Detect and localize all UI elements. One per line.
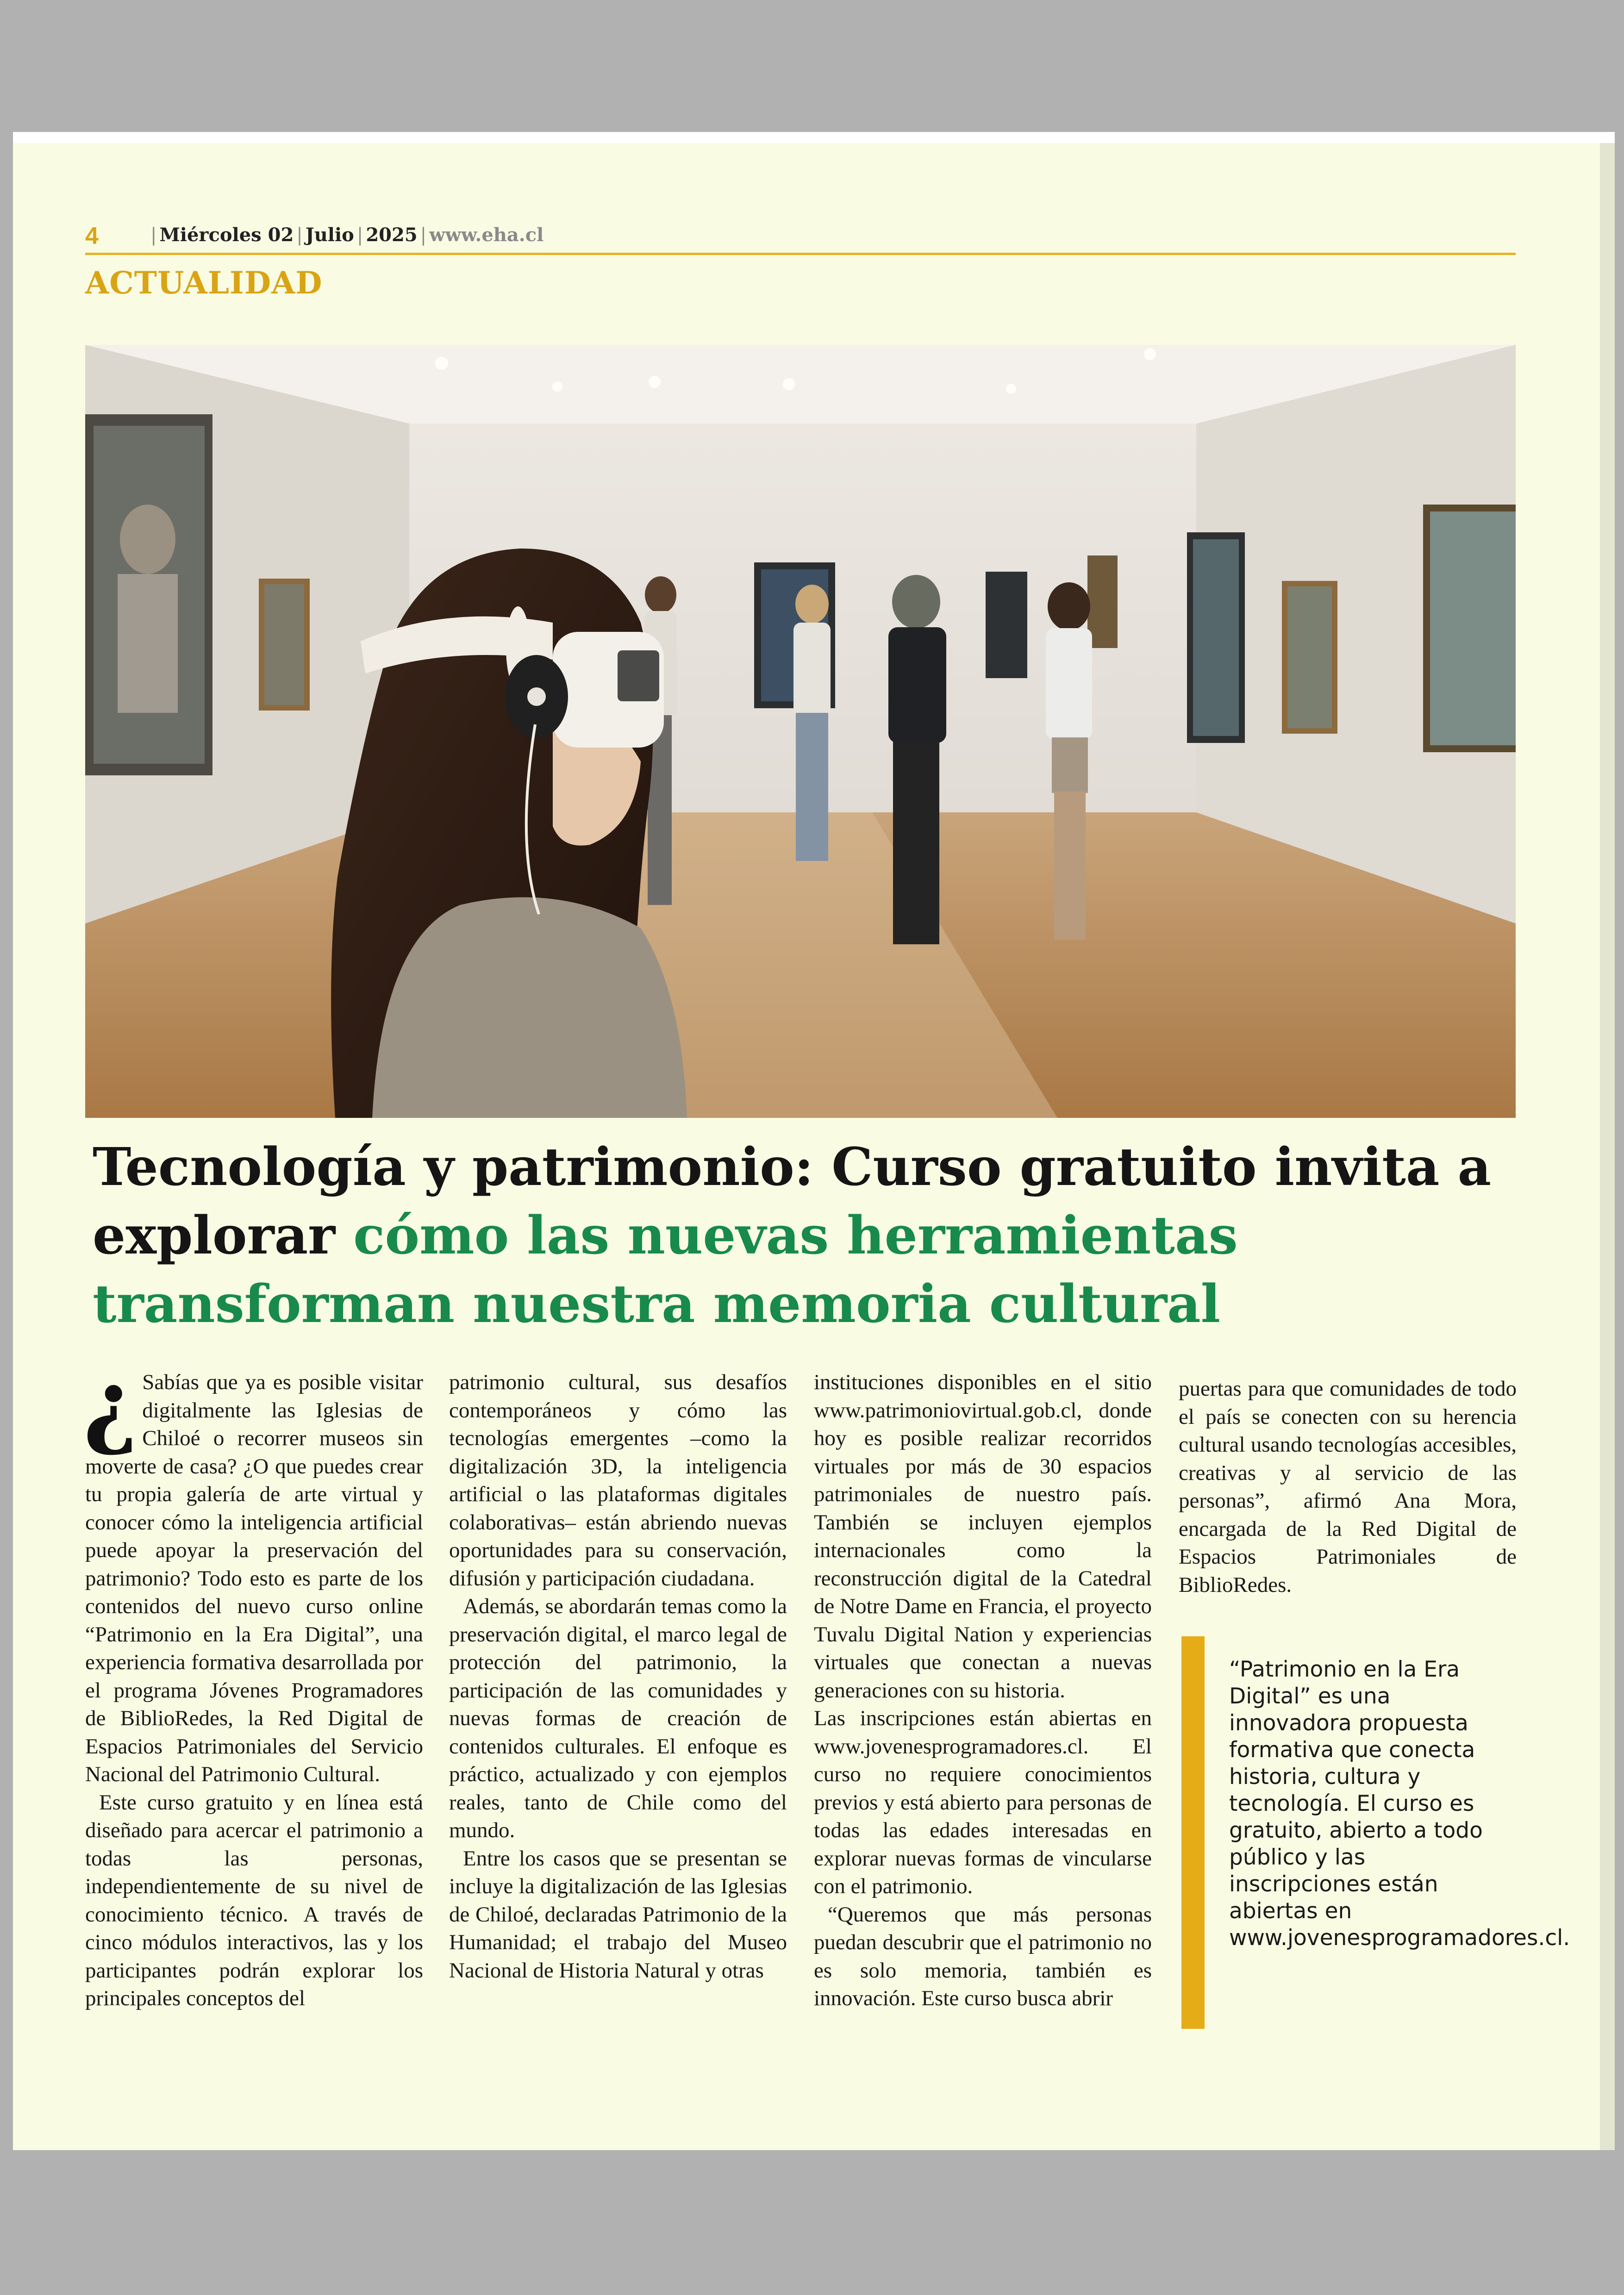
paragraph: Sabías que ya es posible visitar digitalmente las Iglesias de Chiloé o recorrer museos sin moverte de casa? ¿O que puedes crear tu propia galería de arte virtual y conocer cómo la inteligencia artificial puede apoyar la preservación del patrimonio? Todo esto es parte de los contenidos del nuevo curso online “Patrimonio en la Era Digital”, una experiencia formativa desarrollada por el programa Jóvenes Programadores de BiblioRedes, la Red Digital de Espacios Patrimoniales del Servicio Nacional del Patrimonio Cultural. bbox=[85, 1370, 423, 1786]
issue-year: 2025 bbox=[366, 224, 418, 246]
article-photo bbox=[85, 345, 1516, 1118]
article-headline bbox=[93, 1133, 1528, 1339]
paragraph: puertas para que comunidades de todo el país se conecten con su herencia cultural usando tecnologías accesibles, creativas y al servicio de las personas”, afirmó Ana Mora, encargada de la Red Digital de Espacios Patrimoniales de BiblioRedes. bbox=[1179, 1377, 1517, 1597]
page-number: 4 bbox=[85, 223, 99, 249]
site-url: www.eha.cl bbox=[429, 224, 544, 246]
article-column-4 bbox=[1179, 1375, 1517, 1599]
article-column-3 bbox=[814, 1368, 1152, 2013]
viewer-background-bottom bbox=[0, 2150, 1624, 2295]
paragraph: Este curso gratuito y en línea está diseñado para acercar el patrimonio a todas las personas, independientemente de su nivel de conocimiento técnico. A través de cinco módulos interactivos, las y los participantes podrán explorar los principales conceptos del bbox=[85, 1790, 423, 2010]
page-header bbox=[85, 221, 1516, 254]
headline-accent: cómo las nuevas herramientas transforman nuestra memoria cultural bbox=[93, 1205, 1238, 1335]
drop-cap: ¿ bbox=[83, 1350, 138, 1459]
viewer-background-top bbox=[0, 0, 1624, 132]
separator: | bbox=[150, 225, 157, 246]
issue-day: Miércoles 02 bbox=[159, 224, 294, 246]
article-column-2 bbox=[449, 1368, 787, 1984]
headline-main: Tecnología y patrimonio: Curso gratuito invita a explorar bbox=[93, 1137, 1492, 1266]
paragraph: “Queremos que más personas puedan descubrir que el patrimonio no es solo memoria, también es innovación. Este curso busca abrir bbox=[814, 1902, 1152, 2010]
separator: | bbox=[356, 225, 363, 246]
pull-quote-bar bbox=[1181, 1636, 1205, 2029]
separator: | bbox=[420, 225, 427, 246]
paragraph: patrimonio cultural, sus desafíos contemporáneos y cómo las tecnologías emergentes –como la digitalización 3D, la inteligencia artificial o las plataformas digitales colaborativas– están abriendo nuevas oportunidades para su conservación, difusión y participación ciudadana. bbox=[449, 1370, 787, 1590]
paragraph: Entre los casos que se presentan se incluye la digitalización de las Iglesias de Chiloé, declaradas Patrimonio de la Humanidad; el trabajo del Museo Nacional de Historia Natural y otras bbox=[449, 1846, 787, 1983]
paragraph: Además, se abordarán temas como la preservación digital, el marco legal de protección del patrimonio, la participación de las comunidades y nuevas formas de creación de contenidos culturales. El enfoque es práctico, actualizado y con ejemplos reales, tanto de Chile como del mundo. bbox=[449, 1594, 787, 1842]
paragraph: instituciones disponibles en el sitio www.patrimoniovirtual.gob.cl, donde hoy es posible realizar recorridos virtuales por más de 30 espacios patrimoniales de nuestro país. También se incluyen ejemplos internacionales como la reconstrucción digital de la Catedral de Notre Dame en Francia, el proyecto Tuvalu Digital Nation y experiencias virtuales que conectan a nuevas generaciones con su historia. bbox=[814, 1370, 1152, 1703]
page-edge-shadow bbox=[1600, 143, 1615, 2150]
page-top-edge bbox=[13, 132, 1615, 143]
issue-month: Julio bbox=[305, 224, 354, 246]
section-label: ACTUALIDAD bbox=[85, 265, 323, 301]
pull-quote: “Patrimonio en la Era Digital” es una innovadora propuesta formativa que conecta historia, cultura y tecnología. El curso es gratuito, abierto a todo público y las inscripciones están abiertas en www.jovenesprogramadores.cl. bbox=[1229, 1657, 1570, 1951]
issue-info bbox=[148, 224, 543, 246]
separator: | bbox=[296, 225, 303, 246]
article-column-1 bbox=[83, 1350, 423, 2013]
header-rule bbox=[85, 253, 1516, 255]
paragraph: Las inscripciones están abiertas en www.jovenesprogramadores.cl. El curso no requiere conocimientos previos y está abierto para personas de todas las edades interesadas en explorar nuevas formas de vincularse con el patrimonio. bbox=[814, 1706, 1152, 1898]
